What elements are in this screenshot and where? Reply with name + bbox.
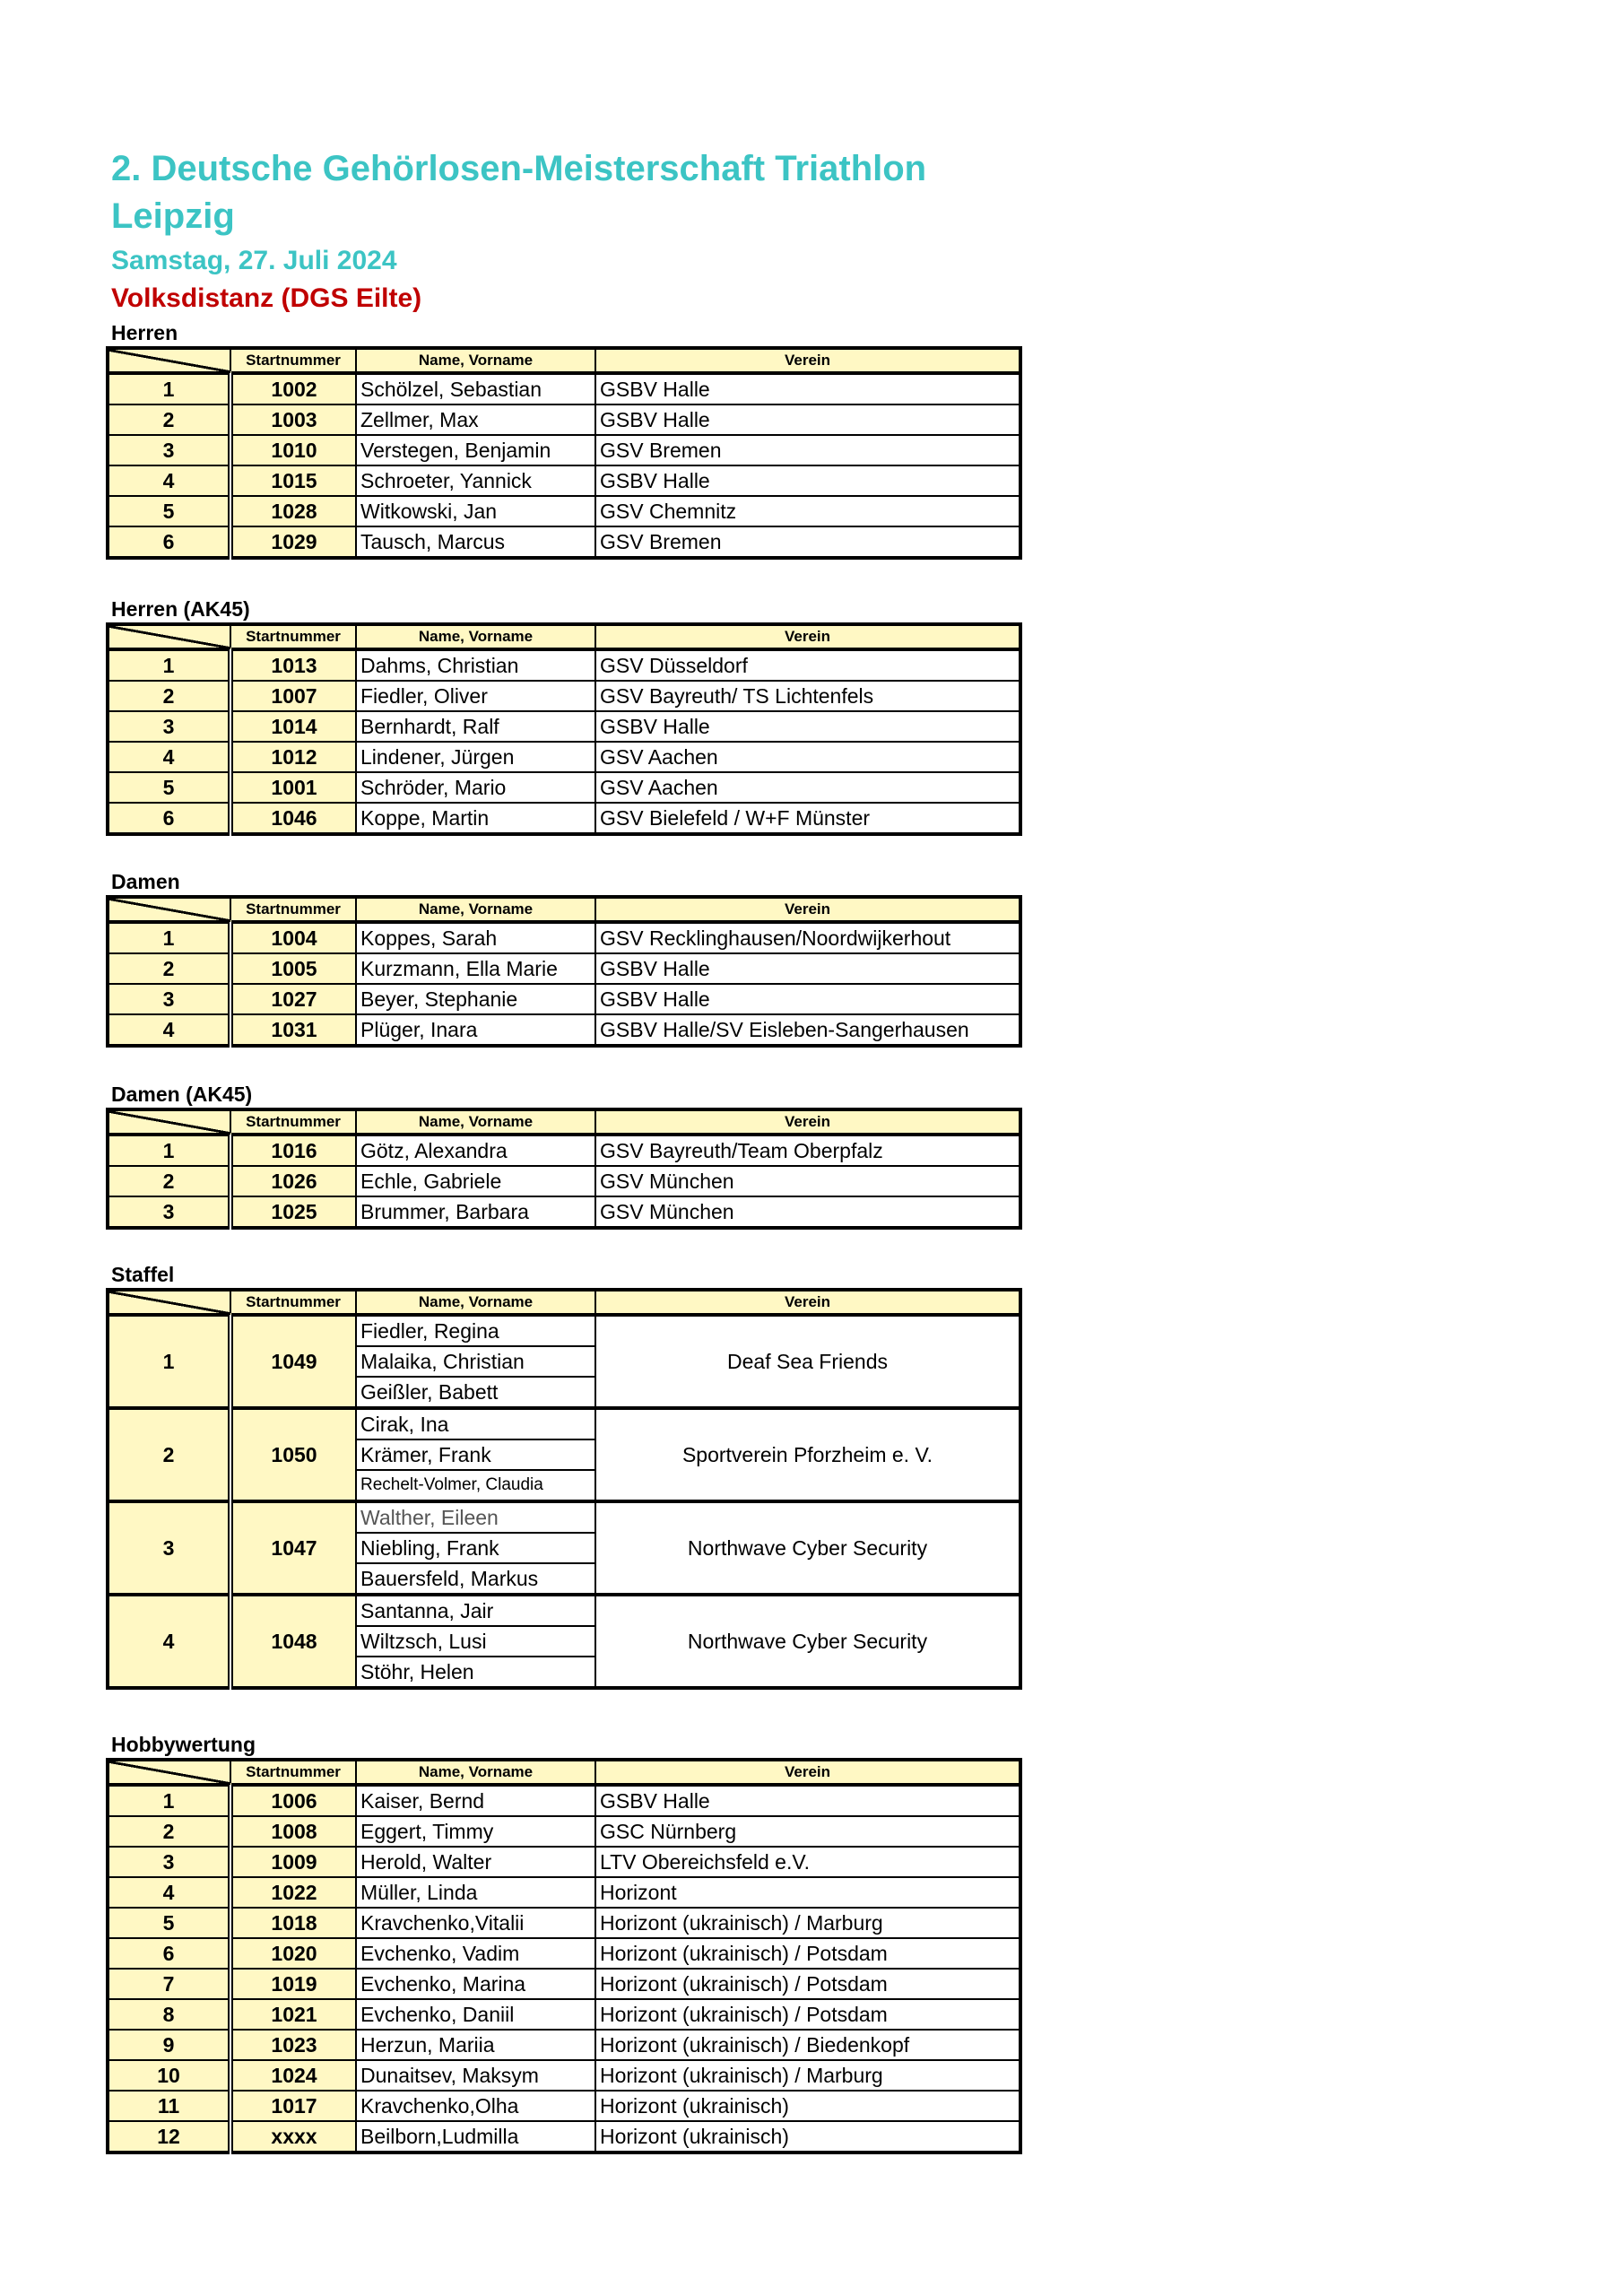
name-header: Name, Vorname	[356, 348, 595, 373]
start-number-cell: 1006	[230, 1785, 356, 1816]
rank-cell: 3	[108, 435, 230, 465]
results-table	[106, 1758, 1022, 2154]
club-cell: GSBV Halle/SV Eisleben-Sangerhausen	[595, 1014, 1020, 1046]
club-cell: GSV Aachen	[595, 742, 1020, 772]
club-cell: GSBV Halle	[595, 404, 1020, 435]
table-row	[108, 1816, 1020, 1847]
name-cell: Schröder, Mario	[356, 772, 595, 803]
start-number-cell: 1028	[230, 496, 356, 526]
club-cell: GSBV Halle	[595, 984, 1020, 1014]
start-number-cell: 1007	[230, 681, 356, 711]
rank-header	[108, 624, 230, 649]
table-row	[108, 1166, 1020, 1196]
club-cell: GSV Chemnitz	[595, 496, 1020, 526]
table-row	[108, 681, 1020, 711]
name-cell: Witkowski, Jan	[356, 496, 595, 526]
rank-cell: 2	[108, 681, 230, 711]
member-cell: Rechelt-Volmer, Claudia	[356, 1470, 595, 1501]
start-number-cell: 1027	[230, 984, 356, 1014]
rank-cell: 3	[108, 1196, 230, 1228]
name-cell: Brummer, Barbara	[356, 1196, 595, 1228]
table-row	[108, 373, 1020, 404]
name-cell: Dunaitsev, Maksym	[356, 2060, 595, 2091]
rank-cell: 12	[108, 2121, 230, 2152]
rank-cell: 4	[108, 1014, 230, 1046]
member-cell: Santanna, Jair	[356, 1595, 595, 1626]
club-cell: GSBV Halle	[595, 1785, 1020, 1816]
table-row	[108, 496, 1020, 526]
club-cell: Horizont (ukrainisch) / Potsdam	[595, 1999, 1020, 2030]
club-cell: Northwave Cyber Security	[595, 1595, 1020, 1688]
name-cell: Dahms, Christian	[356, 649, 595, 681]
rank-cell: 4	[108, 465, 230, 496]
section-hobbywertung	[106, 1731, 1019, 2154]
relay-row	[108, 1408, 1020, 1439]
start-number-cell: 1049	[230, 1315, 356, 1408]
name-cell: Evchenko, Vadim	[356, 1938, 595, 1969]
name-header: Name, Vorname	[356, 1109, 595, 1135]
table-row	[108, 1999, 1020, 2030]
table-row	[108, 526, 1020, 558]
name-header: Name, Vorname	[356, 1290, 595, 1315]
name-cell: Eggert, Timmy	[356, 1816, 595, 1847]
name-cell: Kravchenko,Olha	[356, 2091, 595, 2121]
table-row	[108, 1847, 1020, 1877]
start-number-cell: 1013	[230, 649, 356, 681]
rank-header	[108, 1760, 230, 1785]
start-header: Startnummer	[230, 897, 356, 922]
rank-cell: 3	[108, 1501, 230, 1595]
rank-cell: 6	[108, 1938, 230, 1969]
member-cell: Krämer, Frank	[356, 1439, 595, 1470]
section-staffel	[106, 1261, 1019, 1690]
start-number-cell: 1026	[230, 1166, 356, 1196]
start-number-cell: 1004	[230, 922, 356, 953]
start-number-cell: 1046	[230, 803, 356, 834]
table-row	[108, 1877, 1020, 1908]
section-damen-ak45	[106, 1081, 1019, 1230]
name-cell: Kurzmann, Ella Marie	[356, 953, 595, 984]
table-row	[108, 711, 1020, 742]
name-cell: Herold, Walter	[356, 1847, 595, 1877]
club-header: Verein	[595, 1760, 1020, 1785]
start-number-cell: 1015	[230, 465, 356, 496]
rank-header	[108, 1290, 230, 1315]
table-row	[108, 742, 1020, 772]
name-cell: Schölzel, Sebastian	[356, 373, 595, 404]
table-row	[108, 953, 1020, 984]
rank-header	[108, 1109, 230, 1135]
club-cell: GSV Bremen	[595, 435, 1020, 465]
name-cell: Kaiser, Bernd	[356, 1785, 595, 1816]
start-number-cell: 1012	[230, 742, 356, 772]
section-label: Herren	[111, 321, 178, 344]
member-cell: Bauersfeld, Markus	[356, 1563, 595, 1595]
table-row	[108, 2030, 1020, 2060]
table-row	[108, 1196, 1020, 1228]
name-cell: Müller, Linda	[356, 1877, 595, 1908]
section-damen	[106, 868, 1019, 1048]
club-cell: GSBV Halle	[595, 711, 1020, 742]
table-row	[108, 772, 1020, 803]
table-row	[108, 2121, 1020, 2152]
start-number-cell: 1014	[230, 711, 356, 742]
results-table	[106, 346, 1022, 560]
club-cell: GSBV Halle	[595, 465, 1020, 496]
table-row	[108, 984, 1020, 1014]
member-cell: Stöhr, Helen	[356, 1657, 595, 1688]
rank-cell: 3	[108, 984, 230, 1014]
relay-table	[106, 1288, 1022, 1690]
start-number-cell: 1029	[230, 526, 356, 558]
club-cell: Deaf Sea Friends	[595, 1315, 1020, 1408]
club-cell: GSV Bayreuth/Team Oberpfalz	[595, 1135, 1020, 1166]
member-cell: Cirak, Ina	[356, 1408, 595, 1439]
rank-cell: 5	[108, 496, 230, 526]
member-cell: Niebling, Frank	[356, 1533, 595, 1563]
start-number-cell: 1031	[230, 1014, 356, 1046]
rank-cell: 2	[108, 1166, 230, 1196]
section-herren	[106, 319, 1019, 560]
rank-cell: 1	[108, 1315, 230, 1408]
section-label: Herren (AK45)	[111, 597, 250, 621]
name-cell: Echle, Gabriele	[356, 1166, 595, 1196]
name-cell: Herzun, Mariia	[356, 2030, 595, 2060]
club-cell: GSBV Halle	[595, 373, 1020, 404]
rank-cell: 3	[108, 711, 230, 742]
table-row	[108, 435, 1020, 465]
rank-cell: 11	[108, 2091, 230, 2121]
start-header: Startnummer	[230, 624, 356, 649]
start-number-cell: 1050	[230, 1408, 356, 1501]
start-number-cell: 1005	[230, 953, 356, 984]
name-cell: Kravchenko,Vitalii	[356, 1908, 595, 1938]
name-cell: Tausch, Marcus	[356, 526, 595, 558]
name-cell: Fiedler, Oliver	[356, 681, 595, 711]
member-cell: Malaika, Christian	[356, 1346, 595, 1377]
name-cell: Schroeter, Yannick	[356, 465, 595, 496]
club-cell: GSV Bremen	[595, 526, 1020, 558]
start-number-cell: 1002	[230, 373, 356, 404]
start-number-cell: 1008	[230, 1816, 356, 1847]
start-number-cell: 1048	[230, 1595, 356, 1688]
club-cell: GSV Recklinghausen/Noordwijkerhout	[595, 922, 1020, 953]
name-cell: Bernhardt, Ralf	[356, 711, 595, 742]
club-cell: Sportverein Pforzheim e. V.	[595, 1408, 1020, 1501]
table-row	[108, 465, 1020, 496]
relay-row	[108, 1315, 1020, 1346]
club-cell: GSV München	[595, 1166, 1020, 1196]
club-header: Verein	[595, 348, 1020, 373]
club-cell: GSV Aachen	[595, 772, 1020, 803]
club-cell: GSV Bielefeld / W+F Münster	[595, 803, 1020, 834]
results-table	[106, 622, 1022, 836]
section-label: Damen	[111, 870, 180, 893]
page-title: 2. Deutsche Gehörlosen-Meisterschaft Triathlon	[111, 149, 927, 188]
start-number-cell: 1003	[230, 404, 356, 435]
rank-cell: 4	[108, 1877, 230, 1908]
club-cell: GSV München	[595, 1196, 1020, 1228]
table-row	[108, 404, 1020, 435]
start-number-cell: 1001	[230, 772, 356, 803]
club-cell: Horizont (ukrainisch) / Biedenkopf	[595, 2030, 1020, 2060]
club-cell: Horizont (ukrainisch) / Marburg	[595, 2060, 1020, 2091]
name-cell: Evchenko, Daniil	[356, 1999, 595, 2030]
table-row	[108, 1014, 1020, 1046]
club-cell: GSC Nürnberg	[595, 1816, 1020, 1847]
rank-cell: 2	[108, 953, 230, 984]
club-cell: Horizont (ukrainisch)	[595, 2121, 1020, 2152]
rank-cell: 1	[108, 649, 230, 681]
name-cell: Koppe, Martin	[356, 803, 595, 834]
rank-cell: 2	[108, 1408, 230, 1501]
start-number-cell: 1018	[230, 1908, 356, 1938]
table-row	[108, 1938, 1020, 1969]
name-header: Name, Vorname	[356, 624, 595, 649]
rank-header	[108, 348, 230, 373]
start-number-cell: 1047	[230, 1501, 356, 1595]
name-cell: Koppes, Sarah	[356, 922, 595, 953]
start-number-cell: 1017	[230, 2091, 356, 2121]
relay-row	[108, 1501, 1020, 1533]
rank-cell: 2	[108, 404, 230, 435]
table-row	[108, 1135, 1020, 1166]
club-header: Verein	[595, 1290, 1020, 1315]
rank-cell: 6	[108, 803, 230, 834]
name-cell: Evchenko, Marina	[356, 1969, 595, 1999]
club-cell: Horizont (ukrainisch)	[595, 2091, 1020, 2121]
event-distance: Volksdistanz (DGS Eilte)	[111, 283, 422, 313]
name-cell: Lindener, Jürgen	[356, 742, 595, 772]
start-header: Startnummer	[230, 1109, 356, 1135]
start-number-cell: 1023	[230, 2030, 356, 2060]
rank-cell: 1	[108, 922, 230, 953]
rank-cell: 1	[108, 1135, 230, 1166]
rank-cell: 4	[108, 742, 230, 772]
club-cell: Horizont (ukrainisch) / Potsdam	[595, 1938, 1020, 1969]
start-number-cell: xxxx	[230, 2121, 356, 2152]
start-number-cell: 1020	[230, 1938, 356, 1969]
section-label: Hobbywertung	[111, 1733, 256, 1756]
start-number-cell: 1022	[230, 1877, 356, 1908]
club-cell: Northwave Cyber Security	[595, 1501, 1020, 1595]
rank-header	[108, 897, 230, 922]
section-herren-ak45	[106, 596, 1019, 836]
club-header: Verein	[595, 1109, 1020, 1135]
start-number-cell: 1009	[230, 1847, 356, 1877]
rank-cell: 8	[108, 1999, 230, 2030]
rank-cell: 3	[108, 1847, 230, 1877]
club-cell: Horizont (ukrainisch) / Potsdam	[595, 1969, 1020, 1999]
section-label: Staffel	[111, 1263, 175, 1286]
club-cell: GSBV Halle	[595, 953, 1020, 984]
results-table	[106, 1108, 1022, 1230]
rank-cell: 2	[108, 1816, 230, 1847]
section-label: Damen (AK45)	[111, 1083, 253, 1106]
rank-cell: 5	[108, 1908, 230, 1938]
start-header: Startnummer	[230, 348, 356, 373]
member-cell: Fiedler, Regina	[356, 1315, 595, 1346]
name-cell: Beilborn,Ludmilla	[356, 2121, 595, 2152]
rank-cell: 1	[108, 373, 230, 404]
start-number-cell: 1010	[230, 435, 356, 465]
table-row	[108, 2060, 1020, 2091]
rank-cell: 1	[108, 1785, 230, 1816]
name-cell: Beyer, Stephanie	[356, 984, 595, 1014]
club-cell: LTV Obereichsfeld e.V.	[595, 1847, 1020, 1877]
table-row	[108, 649, 1020, 681]
rank-cell: 10	[108, 2060, 230, 2091]
member-cell: Geißler, Babett	[356, 1377, 595, 1408]
start-header: Startnummer	[230, 1290, 356, 1315]
club-cell: Horizont (ukrainisch) / Marburg	[595, 1908, 1020, 1938]
club-header: Verein	[595, 897, 1020, 922]
table-row	[108, 1785, 1020, 1816]
name-header: Name, Vorname	[356, 897, 595, 922]
club-cell: GSV Bayreuth/ TS Lichtenfels	[595, 681, 1020, 711]
club-cell: GSV Düsseldorf	[595, 649, 1020, 681]
table-row	[108, 1908, 1020, 1938]
member-cell: Wiltzsch, Lusi	[356, 1626, 595, 1657]
name-cell: Plüger, Inara	[356, 1014, 595, 1046]
name-cell: Verstegen, Benjamin	[356, 435, 595, 465]
table-row	[108, 1969, 1020, 1999]
relay-row	[108, 1595, 1020, 1626]
name-cell: Zellmer, Max	[356, 404, 595, 435]
rank-cell: 6	[108, 526, 230, 558]
rank-cell: 9	[108, 2030, 230, 2060]
start-number-cell: 1025	[230, 1196, 356, 1228]
club-header: Verein	[595, 624, 1020, 649]
name-header: Name, Vorname	[356, 1760, 595, 1785]
table-row	[108, 922, 1020, 953]
table-row	[108, 803, 1020, 834]
start-number-cell: 1024	[230, 2060, 356, 2091]
rank-cell: 5	[108, 772, 230, 803]
rank-cell: 4	[108, 1595, 230, 1688]
start-number-cell: 1021	[230, 1999, 356, 2030]
event-date: Samstag, 27. Juli 2024	[111, 246, 397, 275]
results-table	[106, 895, 1022, 1048]
name-cell: Götz, Alexandra	[356, 1135, 595, 1166]
start-header: Startnummer	[230, 1760, 356, 1785]
event-city: Leipzig	[111, 196, 235, 236]
member-cell: Walther, Eileen	[356, 1501, 595, 1533]
start-number-cell: 1016	[230, 1135, 356, 1166]
club-cell: Horizont	[595, 1877, 1020, 1908]
rank-cell: 7	[108, 1969, 230, 1999]
start-number-cell: 1019	[230, 1969, 356, 1999]
table-row	[108, 2091, 1020, 2121]
